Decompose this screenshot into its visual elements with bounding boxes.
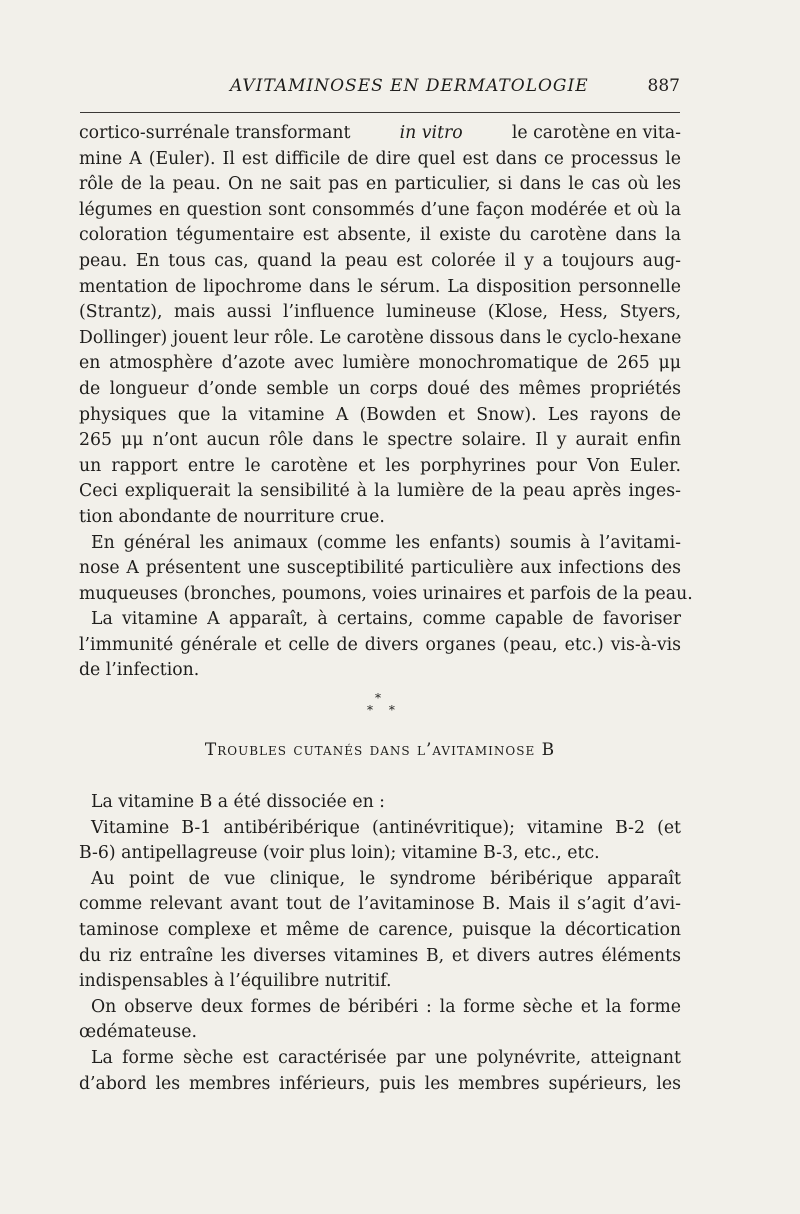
text-line: [79, 1046, 681, 1072]
line-text: indispensables à l’équilibre nutritif.: [79, 971, 392, 992]
line-text: Dollinger) jouent leur rôle. Le carotène dissous dans le cyclo-hexane: [79, 327, 682, 348]
page-number: 887: [647, 76, 680, 96]
line-text: œdémateuse.: [79, 1022, 197, 1043]
text-line: [79, 556, 681, 582]
text-line: [79, 816, 681, 842]
line-text: en atmosphère d’azote avec lumière monochromatique de 265 μμ: [79, 353, 681, 374]
line-text: de l’infection.: [79, 660, 200, 681]
line-text: coloration tégumentaire est absente, il existe du carotène dans la: [79, 225, 681, 246]
text-line: [79, 377, 681, 403]
line-text: muqueuses (bronches, poumons, voies urinaires et parfois de la peau.: [79, 583, 693, 604]
line-text: l’immunité générale et celle de divers organes (peau, etc.) vis-à-vis: [79, 634, 681, 655]
line-text: (Strantz), mais aussi l’influence lumineuse (Klose, Hess, Styers,: [79, 302, 681, 323]
text-line: [79, 198, 681, 224]
text-line: [79, 790, 681, 816]
line-text: La vitamine B a été dissociée en :: [91, 792, 386, 813]
text-line: [79, 403, 681, 429]
text-line: [79, 479, 681, 505]
text-line: [79, 121, 681, 147]
text-line: [79, 505, 681, 531]
separator-star-top: *: [375, 691, 381, 706]
text-line: [79, 841, 681, 867]
line-text: tion abondante de nourriture crue.: [79, 506, 385, 527]
text-line: [79, 147, 681, 173]
text-line: [79, 969, 681, 995]
line-text: Vitamine B-1 antibéribérique (antinévritique); vitamine B-2 (et: [91, 817, 681, 838]
line-text: de longueur d’onde semble un corps doué des mêmes propriétés: [79, 378, 681, 399]
text-line: [79, 658, 681, 684]
line-text: un rapport entre le carotène et les porphyrines pour Von Euler.: [79, 455, 681, 476]
line-text: mine A (Euler). Il est difficile de dire quel est dans ce processus le: [79, 148, 681, 169]
running-header: [80, 76, 680, 104]
line-text: rôle de la peau. On ne sait pas en particulier, si dans le cas où les: [79, 174, 681, 195]
text-line: [79, 995, 681, 1021]
text-line: [79, 428, 681, 454]
paragraph-block-2: [79, 790, 681, 1097]
line-text: B-6) antipellagreuse (voir plus loin); vitamine B-3, etc., etc.: [79, 843, 600, 864]
line-text: physiques que la vitamine A (Bowden et Snow). Les rayons de: [79, 404, 681, 425]
text-line: [79, 172, 681, 198]
line-text: 265 μμ n’ont aucun rôle dans le spectre solaire. Il y aurait enfin: [79, 430, 681, 451]
text-line: [79, 326, 681, 352]
line-text: taminose complexe et même de carence, puisque la décortication: [79, 920, 681, 941]
text-line: [79, 531, 681, 557]
running-title: AVITAMINOSES EN DERMATOLOGIE: [230, 76, 589, 96]
text-line: [79, 607, 681, 633]
text-line: [79, 275, 681, 301]
line-text: légumes en question sont consommés d’une façon modérée et où la: [79, 199, 681, 220]
text-line: [79, 944, 681, 970]
text-line: [79, 223, 681, 249]
text-line: [79, 454, 681, 480]
text-line: [79, 892, 681, 918]
line-text: mentation de lipochrome dans le sérum. La disposition personnelle: [79, 276, 681, 297]
text-line: [79, 1020, 681, 1046]
text-line: [79, 1072, 681, 1098]
text-line: [79, 633, 681, 659]
text-line: [79, 918, 681, 944]
line-text: d’abord les membres inférieurs, puis les membres supérieurs, les: [79, 1073, 681, 1094]
line-text: Ceci expliquerait la sensibilité à la lumière de la peau après inges-: [79, 481, 681, 502]
paragraph-block-1: [79, 121, 693, 684]
line-fragment: cortico-surrénale transformant: [79, 123, 351, 143]
section-separator: [79, 684, 681, 722]
text-line: [79, 249, 681, 275]
line-fragment: in vitro: [399, 123, 463, 143]
line-text: La vitamine A apparaît, à certains, comme capable de favoriser: [91, 609, 681, 630]
text-line: [79, 351, 681, 377]
text-line: [79, 582, 693, 608]
section-heading: Troubles cutanés dans l’avitaminose B: [204, 740, 556, 761]
line-text: du riz entraîne les diverses vitamines B, et divers autres éléments: [79, 945, 681, 966]
header-rule: [80, 112, 680, 113]
line-text: On observe deux formes de béribéri : la forme sèche et la forme: [91, 996, 681, 1017]
separator-stars-bottom: * *: [367, 703, 401, 718]
body-text: [79, 121, 693, 1097]
line-text: Au point de vue clinique, le syndrome béribérique apparaît: [91, 868, 681, 889]
text-line: [79, 867, 681, 893]
text-line: [79, 300, 681, 326]
line-text: peau. En tous cas, quand la peau est colorée il y a toujours aug-: [79, 250, 681, 271]
line-text: En général les animaux (comme les enfants) soumis à l’avitami-: [91, 532, 681, 553]
line-text: La forme sèche est caractérisée par une polynévrite, atteignant: [91, 1048, 681, 1068]
line-text: comme relevant avant tout de l’avitaminose B. Mais il s’agit d’avi-: [79, 894, 681, 915]
line-text: nose A présentent une susceptibilité particulière aux infections des: [79, 558, 681, 579]
line-fragment: le carotène en vita-: [511, 123, 681, 143]
